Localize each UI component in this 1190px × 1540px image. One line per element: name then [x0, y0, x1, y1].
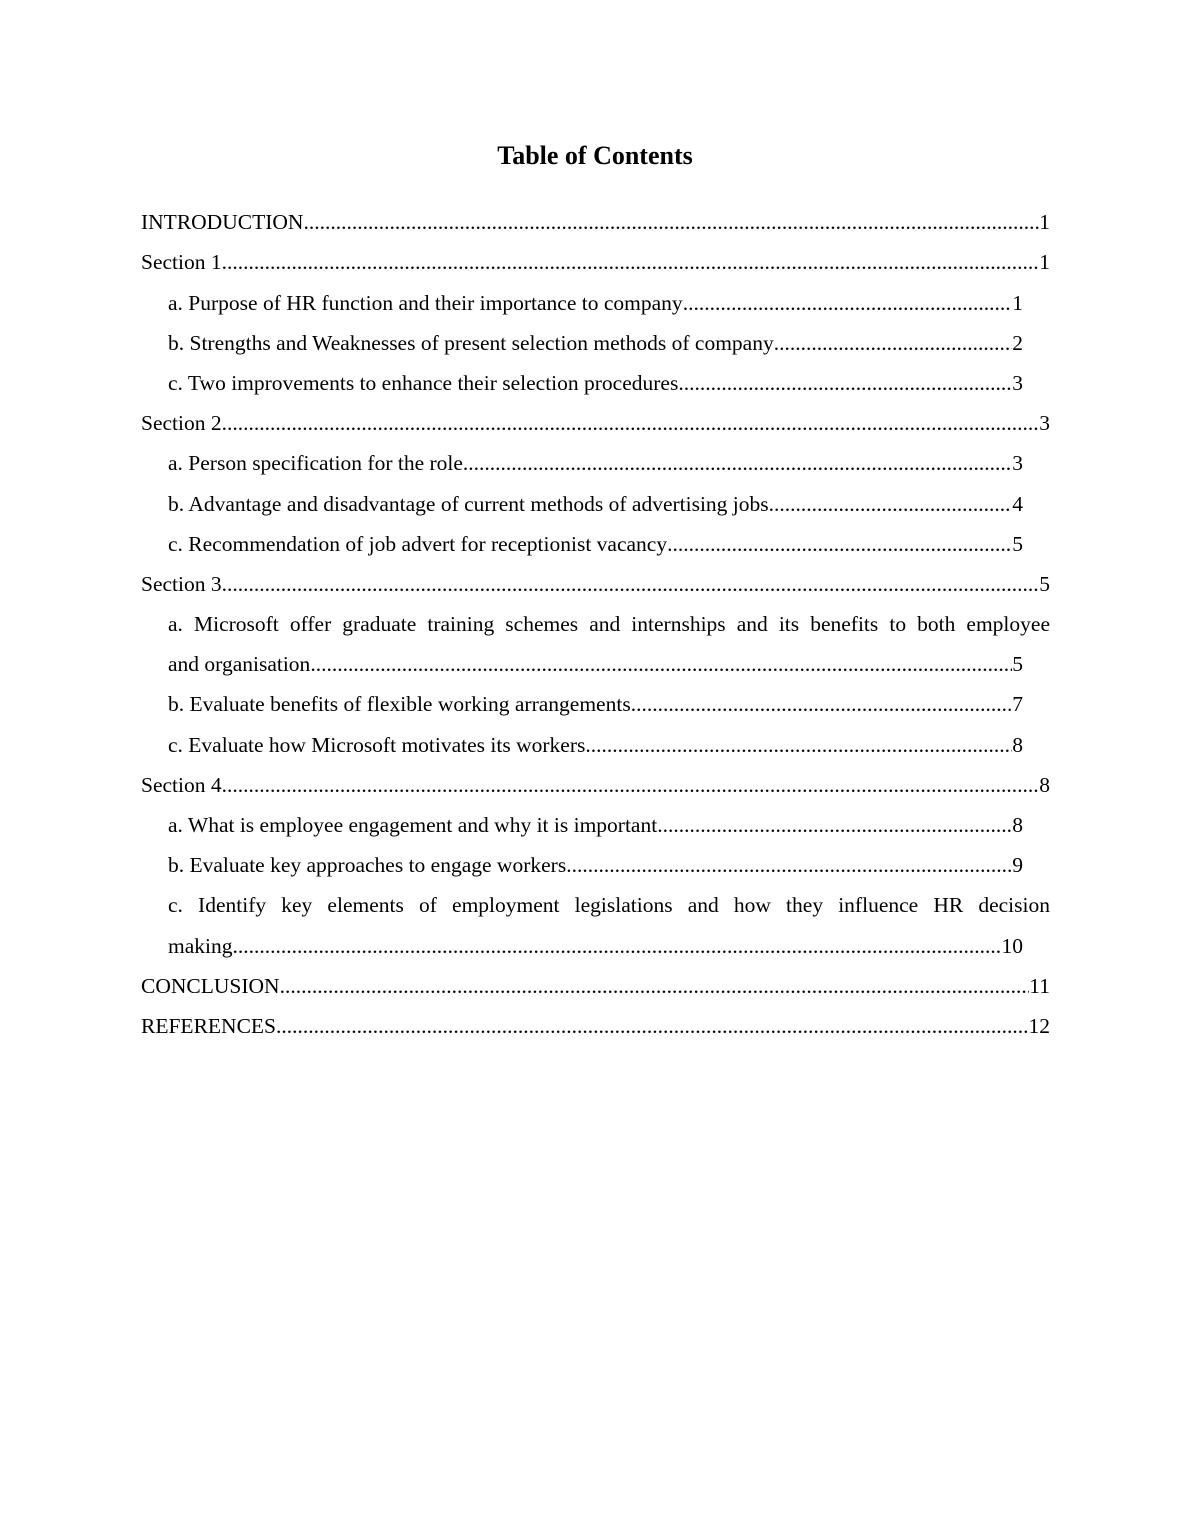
toc-entry-label-line-2 [168, 918, 1050, 958]
toc-leader-dots [276, 1013, 1029, 1039]
toc-leader-dots [303, 209, 1039, 235]
toc-entry-label: a. Person specification for the role [168, 451, 463, 476]
toc-entry-label: c. Identify key elements of employment legislations and how they influence HR decision [168, 893, 1050, 918]
toc-entry-conclusion[interactable] [141, 959, 1050, 999]
toc-page-number: 2 [1012, 330, 1023, 355]
toc-page-number: 8 [1039, 772, 1050, 797]
toc-page-number: 3 [1012, 370, 1023, 395]
toc-leader-dots [631, 691, 1013, 717]
toc-entry-section-3b[interactable] [141, 677, 1050, 717]
toc-entry-label: Section 4 [141, 772, 222, 797]
toc-leader-dots [233, 933, 1002, 959]
toc-entry-label: a. Purpose of HR function and their importance to company [168, 290, 683, 315]
toc-entry-section-4a[interactable] [141, 798, 1050, 838]
toc-page-number: 1 [1039, 250, 1050, 275]
toc-entry-label-line-1 [168, 878, 1050, 918]
toc-entry-section-3a[interactable] [141, 597, 1050, 677]
toc-entry-section-2b[interactable] [141, 476, 1050, 516]
toc-title: Table of Contents [497, 141, 693, 170]
toc-entry-section-2c[interactable] [141, 517, 1050, 557]
toc-page-number: 9 [1012, 853, 1023, 878]
toc-entry-label: c. Two improvements to enhance their selection procedures [168, 370, 679, 395]
toc-entry-label: making [168, 933, 233, 958]
toc-entry-section-3[interactable] [141, 557, 1050, 597]
toc-leader-dots [657, 812, 1012, 838]
toc-entry-section-1c[interactable] [141, 356, 1050, 396]
toc-entry-label: b. Evaluate benefits of flexible working arrangements [168, 692, 631, 717]
toc-leader-dots [683, 290, 1013, 316]
toc-entry-label: CONCLUSION [141, 973, 280, 998]
table-of-contents [141, 195, 1050, 1039]
toc-leader-dots [585, 732, 1012, 758]
toc-entry-label: Section 3 [141, 571, 222, 596]
toc-page-number: 8 [1012, 813, 1023, 837]
toc-entry-label: a. What is employee engagement and why it is important [168, 813, 658, 837]
toc-entry-section-2a[interactable] [141, 436, 1050, 476]
toc-leader-dots [222, 410, 1040, 436]
toc-entry-section-4b[interactable] [141, 838, 1050, 878]
toc-entry-introduction[interactable] [141, 195, 1050, 235]
toc-entry-label: b. Evaluate key approaches to engage workers [168, 853, 567, 878]
toc-leader-dots [678, 370, 1012, 396]
toc-page-number: 3 [1039, 411, 1050, 436]
toc-entry-label: c. Recommendation of job advert for receptionist vacancy [168, 531, 668, 556]
toc-entry-label-line-1 [168, 597, 1050, 637]
toc-entry-section-3c[interactable] [141, 717, 1050, 757]
toc-entry-label: b. Advantage and disadvantage of current methods of advertising jobs [168, 491, 769, 516]
toc-leader-dots [222, 571, 1040, 597]
toc-entry-label: REFERENCES [141, 1013, 276, 1038]
toc-leader-dots [463, 450, 1012, 476]
toc-page-number: 10 [1001, 933, 1023, 958]
toc-leader-dots [566, 852, 1012, 878]
toc-entry-section-4c[interactable] [141, 878, 1050, 958]
toc-entry-section-4[interactable] [141, 758, 1050, 798]
toc-entry-label: and organisation [168, 652, 311, 677]
toc-entry-label: INTRODUCTION [141, 210, 304, 235]
toc-entry-references[interactable] [141, 999, 1050, 1039]
toc-entry-label-line-2 [168, 637, 1050, 677]
toc-page-number: 12 [1028, 1013, 1050, 1038]
toc-page-number: 8 [1012, 732, 1023, 757]
toc-entry-label: Section 2 [141, 411, 222, 436]
toc-leader-dots [774, 330, 1013, 356]
toc-page-number: 11 [1029, 973, 1050, 998]
toc-entry-section-1a[interactable] [141, 275, 1050, 315]
toc-page-number: 5 [1012, 652, 1023, 677]
toc-leader-dots [310, 651, 1012, 677]
toc-leader-dots [222, 772, 1040, 798]
toc-page-number: 5 [1039, 571, 1050, 596]
toc-leader-dots [280, 973, 1030, 999]
toc-page-number: 5 [1012, 531, 1023, 556]
toc-leader-dots [222, 249, 1040, 275]
toc-page-number: 4 [1012, 491, 1023, 516]
toc-page-number: 1 [1039, 210, 1050, 235]
toc-page-number: 3 [1012, 451, 1023, 476]
toc-entry-label: a. Microsoft offer graduate training schemes and internships and its benefits to both employee [168, 612, 1050, 637]
toc-page-number: 1 [1012, 290, 1023, 315]
toc-entry-label: c. Evaluate how Microsoft motivates its workers [168, 732, 586, 757]
toc-entry-section-1[interactable] [141, 235, 1050, 275]
toc-entry-label: b. Strengths and Weaknesses of present selection methods of company [168, 330, 774, 355]
toc-leader-dots [667, 531, 1012, 557]
toc-entry-label: Section 1 [141, 250, 222, 275]
toc-page-number: 7 [1012, 692, 1023, 717]
toc-entry-section-2[interactable] [141, 396, 1050, 436]
toc-leader-dots [769, 491, 1013, 517]
toc-entry-section-1b[interactable] [141, 316, 1050, 356]
